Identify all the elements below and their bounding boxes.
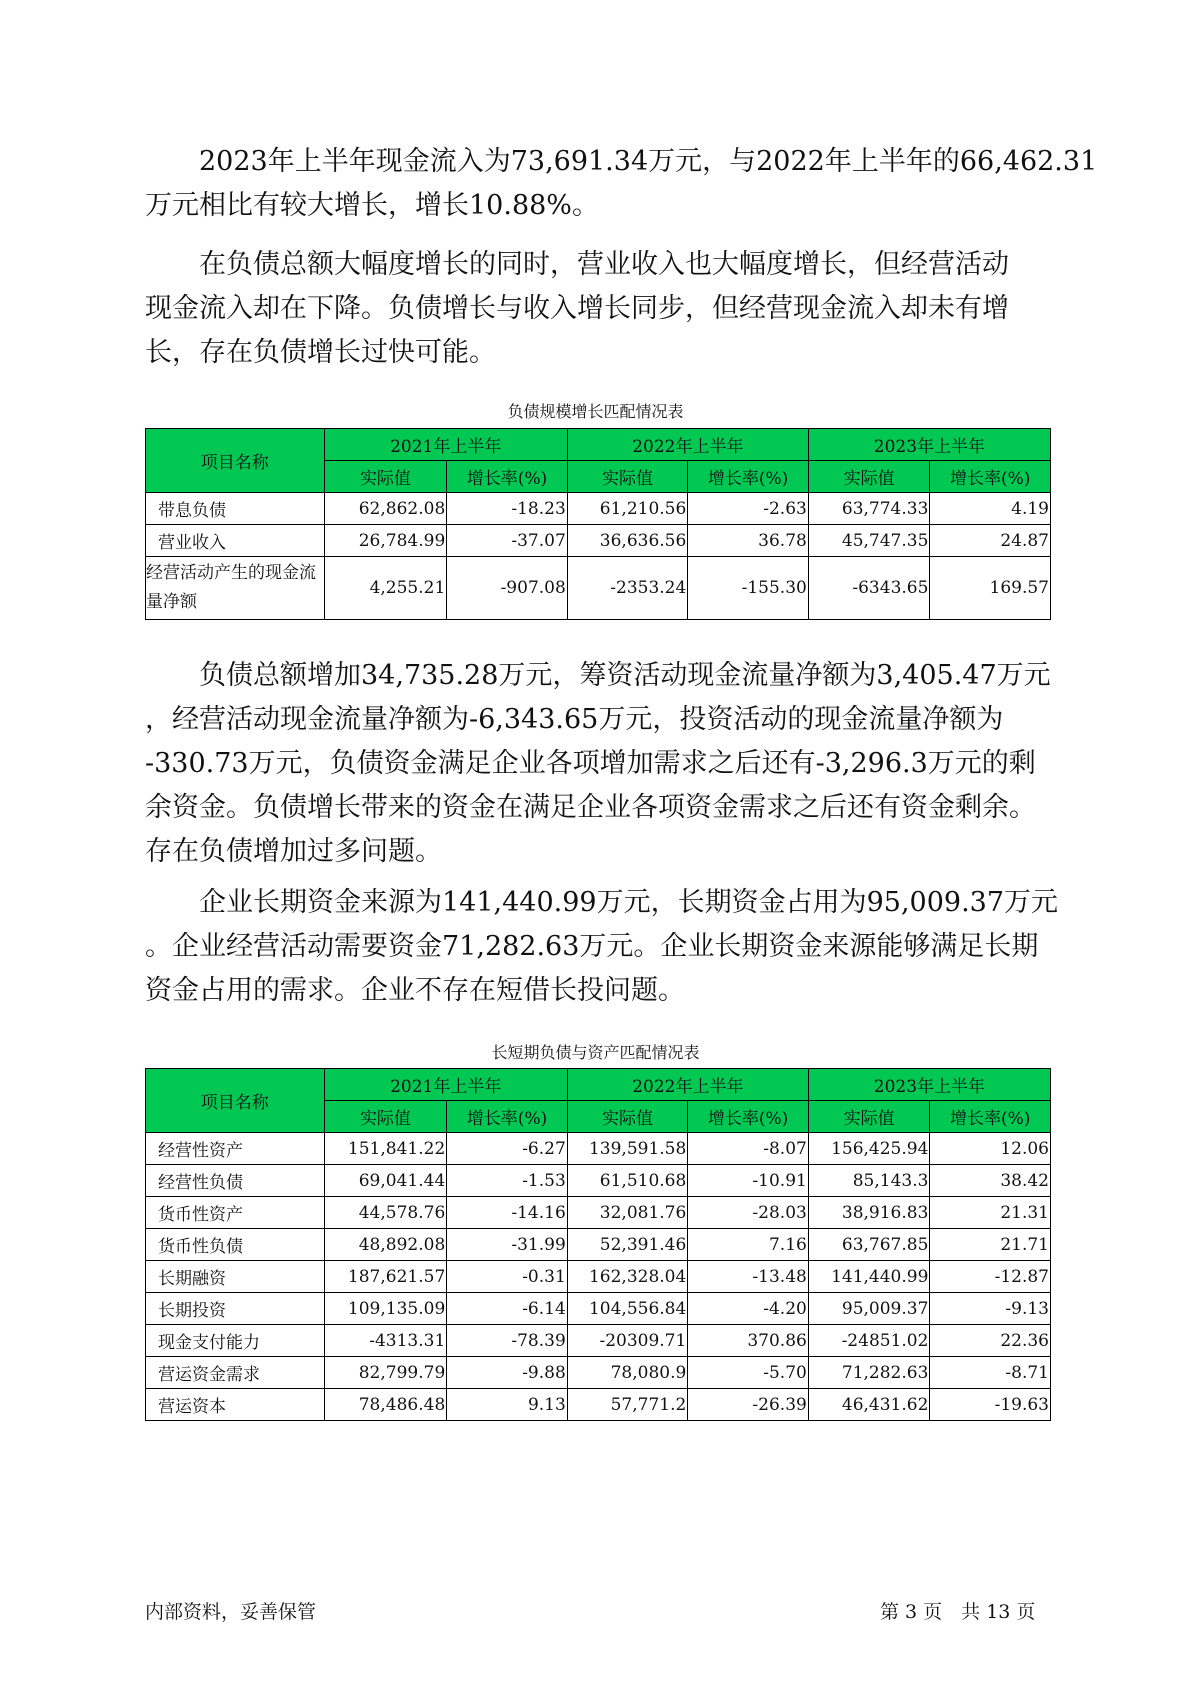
- growth-rate-cell: 12.06: [930, 1133, 1051, 1165]
- table-row: [146, 557, 1051, 620]
- growth-rate-cell: -78.39: [447, 1325, 568, 1357]
- growth-rate-cell: -26.39: [688, 1389, 809, 1421]
- actual-value-header: 实际值: [567, 461, 688, 493]
- growth-rate-cell: -4.20: [688, 1293, 809, 1325]
- growth-rate-cell: -8.71: [930, 1357, 1051, 1389]
- actual-value-cell: 109,135.09: [324, 1293, 447, 1325]
- paragraph-line: 负债总额增加34,735.28万元，筹资活动现金流量净额为3,405.47万元: [145, 660, 1051, 691]
- actual-value-cell: 162,328.04: [567, 1261, 688, 1293]
- growth-rate-header: 增长率(%): [688, 1101, 809, 1133]
- growth-rate-header: 增长率(%): [930, 461, 1051, 493]
- paragraph-line: 资金占用的需求。企业不存在短借长投问题。: [145, 975, 685, 1006]
- growth-rate-cell: 4.19: [930, 493, 1051, 525]
- actual-value-cell: 62,862.08: [324, 493, 447, 525]
- paragraph-liability-growth: [145, 243, 1050, 375]
- growth-rate-cell: -31.99: [447, 1229, 568, 1261]
- growth-rate-cell: -155.30: [688, 557, 809, 620]
- paragraph-line: 企业长期资金来源为141,440.99万元，长期资金占用为95,009.37万元: [145, 887, 1059, 918]
- growth-rate-cell: -8.07: [688, 1133, 809, 1165]
- actual-value-header: 实际值: [324, 461, 447, 493]
- growth-rate-cell: 38.42: [930, 1165, 1051, 1197]
- actual-value-cell: 63,767.85: [808, 1229, 930, 1261]
- paragraph-line: 存在负债增加过多问题。: [145, 836, 442, 867]
- actual-value-cell: 82,799.79: [324, 1357, 447, 1389]
- year-header: 2022年上半年: [567, 1069, 808, 1101]
- header-row: [146, 1069, 1051, 1101]
- growth-rate-cell: -9.13: [930, 1293, 1051, 1325]
- growth-rate-cell: -10.91: [688, 1165, 809, 1197]
- actual-value-cell: 95,009.37: [808, 1293, 930, 1325]
- table-row: [146, 1357, 1051, 1389]
- growth-rate-cell: -18.23: [447, 493, 568, 525]
- table-row: [146, 1165, 1051, 1197]
- table1-caption: 负债规模增长匹配情况表: [507, 402, 684, 421]
- actual-value-cell: 151,841.22: [324, 1133, 447, 1165]
- growth-rate-cell: -907.08: [447, 557, 568, 620]
- table-row: [146, 493, 1051, 525]
- row-name: 营业收入: [146, 525, 325, 557]
- growth-rate-cell: -37.07: [447, 525, 568, 557]
- growth-rate-cell: 9.13: [447, 1389, 568, 1421]
- year-header: 2023年上半年: [808, 1069, 1050, 1101]
- actual-value-cell: 156,425.94: [808, 1133, 930, 1165]
- actual-value-cell: 61,210.56: [567, 493, 688, 525]
- row-name: 带息负债: [146, 493, 325, 525]
- growth-rate-header: 增长率(%): [930, 1101, 1051, 1133]
- actual-value-cell: 61,510.68: [567, 1165, 688, 1197]
- actual-value-cell: 48,892.08: [324, 1229, 447, 1261]
- footer-page-number: 第 3 页 共 13 页: [880, 1601, 1036, 1623]
- growth-rate-header: 增长率(%): [688, 461, 809, 493]
- paragraph-line: 余资金。负债增长带来的资金在满足企业各项资金需求之后还有资金剩余。: [145, 792, 1036, 823]
- growth-rate-cell: -0.31: [447, 1261, 568, 1293]
- actual-value-cell: 63,774.33: [808, 493, 930, 525]
- growth-rate-header: 增长率(%): [447, 461, 568, 493]
- paragraph-line: -330.73万元，负债资金满足企业各项增加需求之后还有-3,296.3万元的剩: [145, 748, 1036, 779]
- item-name-header: 项目名称: [146, 429, 325, 493]
- actual-value-cell: -20309.71: [567, 1325, 688, 1357]
- paragraph-line: 2023年上半年现金流入为73,691.34万元，与2022年上半年的66,462.31: [145, 146, 1098, 177]
- header-row: [146, 429, 1051, 461]
- paragraph-line: ，经营活动现金流量净额为-6,343.65万元，投资活动的现金流量净额为: [145, 704, 1004, 735]
- growth-rate-cell: -14.16: [447, 1197, 568, 1229]
- actual-value-cell: 44,578.76: [324, 1197, 447, 1229]
- actual-value-cell: 32,081.76: [567, 1197, 688, 1229]
- growth-rate-cell: -28.03: [688, 1197, 809, 1229]
- growth-rate-cell: 370.86: [688, 1325, 809, 1357]
- paragraph-financing-analysis: [145, 654, 1050, 874]
- paragraph-line: 万元相比有较大增长，增长10.88%。: [145, 190, 599, 221]
- table-row: [146, 525, 1051, 557]
- growth-rate-cell: -6.27: [447, 1133, 568, 1165]
- actual-value-cell: 78,486.48: [324, 1389, 447, 1421]
- item-name-header: 项目名称: [146, 1069, 325, 1133]
- actual-value-cell: 104,556.84: [567, 1293, 688, 1325]
- growth-rate-cell: 169.57: [930, 557, 1051, 620]
- growth-rate-cell: -12.87: [930, 1261, 1051, 1293]
- row-name: 货币性负债: [146, 1229, 325, 1261]
- paragraph-line: 。企业经营活动需要资金71,282.63万元。企业长期资金来源能够满足长期: [145, 931, 1039, 962]
- growth-rate-cell: -5.70: [688, 1357, 809, 1389]
- growth-rate-header: 增长率(%): [447, 1101, 568, 1133]
- growth-rate-cell: -13.48: [688, 1261, 809, 1293]
- table2-caption: 长短期负债与资产匹配情况表: [491, 1043, 700, 1062]
- actual-value-cell: -4313.31: [324, 1325, 447, 1357]
- growth-rate-cell: 22.36: [930, 1325, 1051, 1357]
- actual-value-cell: 141,440.99: [808, 1261, 930, 1293]
- growth-rate-cell: 24.87: [930, 525, 1051, 557]
- actual-value-cell: 69,041.44: [324, 1165, 447, 1197]
- row-name: 长期投资: [146, 1293, 325, 1325]
- paragraph-line: 长，存在负债增长过快可能。: [145, 337, 496, 368]
- growth-rate-cell: -2.63: [688, 493, 809, 525]
- growth-rate-cell: 36.78: [688, 525, 809, 557]
- table-row: [146, 1389, 1051, 1421]
- growth-rate-cell: 7.16: [688, 1229, 809, 1261]
- actual-value-cell: 85,143.3: [808, 1165, 930, 1197]
- actual-value-cell: 57,771.2: [567, 1389, 688, 1421]
- actual-value-cell: 78,080.9: [567, 1357, 688, 1389]
- growth-rate-cell: -1.53: [447, 1165, 568, 1197]
- table-row: [146, 1133, 1051, 1165]
- paragraph-line: 在负债总额大幅度增长的同时，营业收入也大幅度增长，但经营活动: [145, 249, 1009, 280]
- year-header: 2021年上半年: [324, 429, 567, 461]
- actual-value-cell: 187,621.57: [324, 1261, 447, 1293]
- row-name: 营运资本: [146, 1389, 325, 1421]
- growth-rate-cell: 21.71: [930, 1229, 1051, 1261]
- actual-value-header: 实际值: [567, 1101, 688, 1133]
- row-name: 经营活动产生的现金流量净额: [146, 557, 325, 620]
- row-name: 现金支付能力: [146, 1325, 325, 1357]
- footer-confidential-note: 内部资料，妥善保管: [145, 1601, 317, 1623]
- year-header: 2021年上半年: [324, 1069, 567, 1101]
- table-row: [146, 1325, 1051, 1357]
- actual-value-cell: -6343.65: [808, 557, 930, 620]
- actual-value-cell: -24851.02: [808, 1325, 930, 1357]
- actual-value-header: 实际值: [324, 1101, 447, 1133]
- row-name: 长期融资: [146, 1261, 325, 1293]
- actual-value-cell: 46,431.62: [808, 1389, 930, 1421]
- actual-value-header: 实际值: [808, 461, 930, 493]
- actual-value-cell: -2353.24: [567, 557, 688, 620]
- growth-rate-cell: -19.63: [930, 1389, 1051, 1421]
- debt-scale-table: [145, 428, 1051, 620]
- row-name: 营运资金需求: [146, 1357, 325, 1389]
- actual-value-cell: 45,747.35: [808, 525, 930, 557]
- actual-value-cell: 139,591.58: [567, 1133, 688, 1165]
- growth-rate-cell: -9.88: [447, 1357, 568, 1389]
- paragraph-line: 现金流入却在下降。负债增长与收入增长同步，但经营现金流入却未有增: [145, 293, 1009, 324]
- actual-value-cell: 36,636.56: [567, 525, 688, 557]
- actual-value-cell: 38,916.83: [808, 1197, 930, 1229]
- table-row: [146, 1293, 1051, 1325]
- year-header: 2022年上半年: [567, 429, 808, 461]
- actual-value-header: 实际值: [808, 1101, 930, 1133]
- table-row: [146, 1261, 1051, 1293]
- row-name: 经营性负债: [146, 1165, 325, 1197]
- table-row: [146, 1197, 1051, 1229]
- year-header: 2023年上半年: [808, 429, 1050, 461]
- paragraph-long-term-funds: [145, 881, 1059, 1013]
- row-name: 经营性资产: [146, 1133, 325, 1165]
- actual-value-cell: 52,391.46: [567, 1229, 688, 1261]
- table-row: [146, 1229, 1051, 1261]
- row-name: 货币性资产: [146, 1197, 325, 1229]
- growth-rate-cell: 21.31: [930, 1197, 1051, 1229]
- asset-liability-match-table: [145, 1068, 1051, 1421]
- growth-rate-cell: -6.14: [447, 1293, 568, 1325]
- actual-value-cell: 71,282.63: [808, 1357, 930, 1389]
- actual-value-cell: 4,255.21: [324, 557, 447, 620]
- actual-value-cell: 26,784.99: [324, 525, 447, 557]
- paragraph-cash-inflow: [145, 140, 1098, 228]
